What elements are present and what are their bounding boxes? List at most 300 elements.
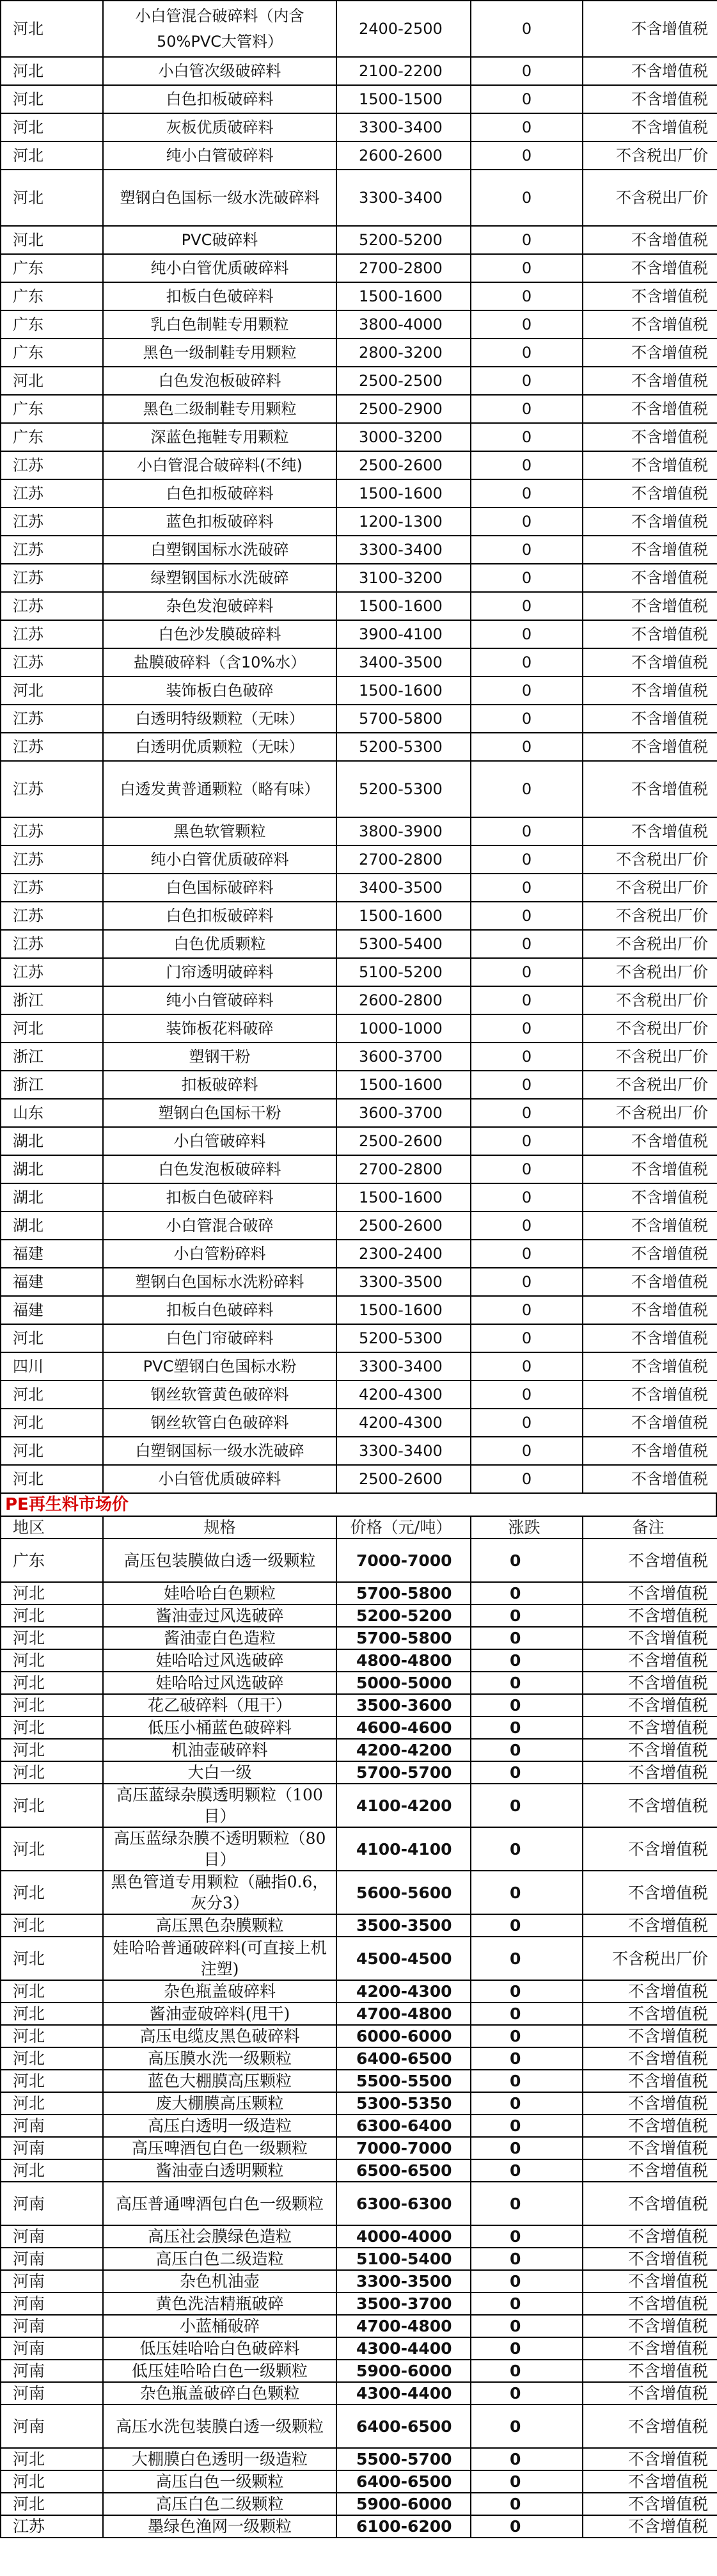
table-row [1,141,717,170]
cell-price: 5900-6000 [336,2493,471,2515]
table-row [1,310,717,339]
cell-spec: PVC塑钢白色国标水粉 [103,1352,336,1380]
cell-note: 不含增值税 [583,1582,717,1604]
cell-change: 0 [471,479,583,508]
cell-change: 0 [471,141,583,170]
cell-region: 河北 [1,2025,103,2047]
cell-spec: 高压蓝绿杂膜不透明颗粒（80目） [103,1827,336,1871]
cell-spec: 机油壶破碎料 [103,1739,336,1761]
cell-change: 0 [471,1380,583,1409]
cell-note: 不含增值税 [583,676,717,705]
cell-change: 0 [471,2115,583,2137]
cell-spec: 娃哈哈过风选破碎 [103,1649,336,1672]
cell-price: 4300-4400 [336,2337,471,2360]
cell-spec: 大棚膜白色透明一级造粒 [103,2448,336,2470]
cell-spec: 小白管破碎料 [103,1127,336,1155]
table-row [1,1694,717,1716]
cell-spec: 废大棚膜高压颗粒 [103,2092,336,2115]
cell-region: 河北 [1,141,103,170]
cell-change: 0 [471,958,583,986]
table-row [1,170,717,226]
cell-region: 江苏 [1,817,103,845]
cell-spec: 白塑钢国标一级水洗破碎 [103,1437,336,1465]
table-row [1,1604,717,1627]
pe-header-row [1,1516,717,1539]
cell-spec: 白色门帘破碎料 [103,1324,336,1352]
cell-spec: 黑色一级制鞋专用颗粒 [103,339,336,367]
cell-note: 不含增值税 [583,1672,717,1694]
cell-region: 河北 [1,1409,103,1437]
cell-note: 不含增值税 [583,479,717,508]
cell-spec: 门帘透明破碎料 [103,958,336,986]
cell-price: 1500-1600 [336,282,471,310]
cell-region: 江苏 [1,733,103,761]
cell-spec: 高压白色一级颗粒 [103,2470,336,2493]
cell-note: 不含增值税 [583,1827,717,1871]
cell-change: 0 [471,592,583,620]
table-row [1,874,717,902]
cell-price: 3300-3400 [336,113,471,141]
cell-region: 江苏 [1,564,103,592]
cell-note: 不含增值税 [583,1694,717,1716]
cell-note: 不含增值税 [583,2360,717,2382]
cell-note: 不含增值税 [583,733,717,761]
table-row [1,1716,717,1739]
cell-region: 河南 [1,2315,103,2337]
cell-spec: 高压社会膜绿色造粒 [103,2225,336,2248]
table-row [1,1937,717,1980]
cell-region: 河北 [1,1672,103,1694]
cell-spec: 娃哈哈普通破碎料(可直接上机注塑) [103,1937,336,1980]
cell-change: 0 [471,705,583,733]
cell-note: 不含增值税 [583,339,717,367]
cell-spec: 蓝色扣板破碎料 [103,508,336,536]
cell-price: 4500-4500 [336,1937,471,1980]
cell-note: 不含增值税 [583,1980,717,2003]
cell-spec: 高压白透明一级造粒 [103,2115,336,2137]
cell-note: 不含增值税 [583,282,717,310]
cell-note: 不含税出厂价 [583,845,717,874]
cell-price: 5100-5400 [336,2248,471,2270]
cell-note: 不含增值税 [583,367,717,395]
cell-region: 河北 [1,1465,103,1493]
table-row [1,1827,717,1871]
cell-price: 6300-6400 [336,2115,471,2137]
cell-region: 江苏 [1,845,103,874]
cell-region: 河北 [1,676,103,705]
cell-region: 河北 [1,2448,103,2470]
table-row [1,2470,717,2493]
cell-region: 河北 [1,85,103,113]
cell-spec: 塑钢白色国标一级水洗破碎料 [103,170,336,226]
header-region: 地区 [1,1516,103,1539]
cell-spec: 纯小白管优质破碎料 [103,845,336,874]
cell-change: 0 [471,170,583,226]
cell-spec: 乳白色制鞋专用颗粒 [103,310,336,339]
table-row [1,1465,717,1493]
cell-note: 不含增值税 [583,1649,717,1672]
cell-spec: 高压啤酒包白色一级颗粒 [103,2137,336,2159]
cell-note: 不含税出厂价 [583,1937,717,1980]
cell-change: 0 [471,395,583,423]
cell-price: 2700-2800 [336,254,471,282]
cell-region: 四川 [1,1352,103,1380]
cell-spec: 白色优质颗粒 [103,930,336,958]
cell-price: 2500-2600 [336,1465,471,1493]
cell-region: 浙江 [1,1071,103,1099]
cell-spec: 深蓝色拖鞋专用颗粒 [103,423,336,451]
cell-spec: 高压水洗包装膜白透一级颗粒 [103,2404,336,2448]
cell-change: 0 [471,339,583,367]
cell-change: 0 [471,2292,583,2315]
cell-region: 河南 [1,2292,103,2315]
cell-change: 0 [471,1539,583,1582]
table-row [1,508,717,536]
cell-change: 0 [471,620,583,648]
cell-spec: 白透明特级颗粒（无味） [103,705,336,733]
table-row [1,254,717,282]
cell-region: 河北 [1,1784,103,1827]
cell-price: 3100-3200 [336,564,471,592]
cell-price: 5200-5300 [336,1324,471,1352]
cell-region: 广东 [1,423,103,451]
cell-change: 0 [471,2047,583,2070]
cell-price: 3300-3400 [336,1437,471,1465]
cell-region: 河北 [1,2470,103,2493]
cell-note: 不含增值税 [583,592,717,620]
cell-price: 5200-5200 [336,1604,471,1627]
cell-spec: 高压膜水洗一级颗粒 [103,2047,336,2070]
table-row [1,1127,717,1155]
cell-price: 1500-1600 [336,592,471,620]
cell-spec: 杂色瓶盖破碎料 [103,1980,336,2003]
cell-note: 不含增值税 [583,451,717,479]
cell-spec: 纯小白管优质破碎料 [103,254,336,282]
cell-region: 河南 [1,2404,103,2448]
cell-note: 不含增值税 [583,2292,717,2315]
cell-price: 5100-5200 [336,958,471,986]
cell-change: 0 [471,1268,583,1296]
table-row [1,226,717,254]
cell-change: 0 [471,2470,583,2493]
cell-price: 4700-4800 [336,2315,471,2337]
cell-price: 4200-4300 [336,1980,471,2003]
cell-note: 不含税出厂价 [583,1071,717,1099]
cell-price: 5700-5700 [336,1761,471,1784]
cell-price: 3300-3500 [336,2270,471,2292]
cell-region: 江苏 [1,508,103,536]
cell-note: 不含增值税 [583,1761,717,1784]
cell-change: 0 [471,1716,583,1739]
cell-region: 河北 [1,1380,103,1409]
cell-change: 0 [471,1761,583,1784]
cell-region: 河北 [1,2092,103,2115]
table-row [1,395,717,423]
cell-note: 不含增值税 [583,705,717,733]
table-row [1,705,717,733]
cell-price: 3300-3400 [336,170,471,226]
cell-spec: 装饰板白色破碎 [103,676,336,705]
cell-spec: 白色发泡板破碎料 [103,1155,336,1183]
table-row [1,1352,717,1380]
cell-region: 福建 [1,1240,103,1268]
table-row [1,2159,717,2182]
cell-note: 不含增值税 [583,1437,717,1465]
cell-change: 0 [471,1324,583,1352]
cell-change: 0 [471,1739,583,1761]
table-row [1,564,717,592]
cell-note: 不含增值税 [583,1183,717,1212]
cell-note: 不含增值税 [583,2003,717,2025]
cell-note: 不含增值税 [583,648,717,676]
header-price: 价格（元/吨） [336,1516,471,1539]
cell-spec: 小白管混合破碎料(不纯) [103,451,336,479]
cell-price: 2600-2800 [336,986,471,1014]
cell-spec: 酱油壶过风选破碎 [103,1604,336,1627]
table-row [1,1296,717,1324]
cell-note: 不含税出厂价 [583,1099,717,1127]
header-change: 涨跌 [471,1516,583,1539]
cell-change: 0 [471,1871,583,1914]
cell-note: 不含增值税 [583,2270,717,2292]
cell-price: 3500-3500 [336,1914,471,1937]
cell-price: 3000-3200 [336,423,471,451]
table-row [1,1240,717,1268]
cell-note: 不含增值税 [583,2070,717,2092]
cell-change: 0 [471,57,583,85]
table-row [1,282,717,310]
cell-note: 不含增值税 [583,1296,717,1324]
cell-spec: 灰板优质破碎料 [103,113,336,141]
cell-price: 6400-6500 [336,2047,471,2070]
table-row [1,986,717,1014]
cell-spec: 高压普通啤酒包白色一级颗粒 [103,2182,336,2225]
cell-note: 不含增值税 [583,2248,717,2270]
cell-change: 0 [471,2025,583,2047]
cell-note: 不含增值税 [583,226,717,254]
cell-region: 河北 [1,226,103,254]
table-row [1,479,717,508]
table-row [1,2404,717,2448]
table-row [1,2315,717,2337]
cell-price: 3500-3700 [336,2292,471,2315]
cell-change: 0 [471,902,583,930]
cell-change: 0 [471,1582,583,1604]
cell-change: 0 [471,85,583,113]
cell-price: 3500-3600 [336,1694,471,1716]
cell-spec: 小白管优质破碎料 [103,1465,336,1493]
cell-region: 河北 [1,1437,103,1465]
cell-change: 0 [471,2360,583,2382]
cell-price: 2500-2500 [336,367,471,395]
table-row [1,2248,717,2270]
cell-price: 6000-6000 [336,2025,471,2047]
cell-change: 0 [471,2159,583,2182]
cell-note: 不含增值税 [583,85,717,113]
cell-price: 6300-6300 [336,2182,471,2225]
cell-note: 不含增值税 [583,113,717,141]
cell-change: 0 [471,2515,583,2538]
cell-price: 4000-4000 [336,2225,471,2248]
table-row [1,423,717,451]
cell-spec: 小白管次级破碎料 [103,57,336,85]
cell-region: 江苏 [1,761,103,817]
cell-price: 5300-5350 [336,2092,471,2115]
cell-price: 3600-3700 [336,1043,471,1071]
cell-change: 0 [471,676,583,705]
cell-change: 0 [471,1212,583,1240]
table-row [1,536,717,564]
header-spec: 规格 [103,1516,336,1539]
cell-spec: 塑钢白色国标干粉 [103,1099,336,1127]
cell-price: 7000-7000 [336,1539,471,1582]
table-row [1,1099,717,1127]
cell-change: 0 [471,367,583,395]
cell-note: 不含增值税 [583,2159,717,2182]
cell-price: 3400-3500 [336,648,471,676]
cell-spec: 高压白色二级造粒 [103,2248,336,2270]
cell-price: 5500-5500 [336,2070,471,2092]
cell-spec: 高压黑色杂膜颗粒 [103,1914,336,1937]
cell-spec: 塑钢干粉 [103,1043,336,1071]
cell-change: 0 [471,1672,583,1694]
cell-change: 0 [471,1937,583,1980]
cell-region: 河北 [1,367,103,395]
cell-spec: 蓝色大棚膜高压颗粒 [103,2070,336,2092]
table-row [1,1649,717,1672]
cell-note: 不含增值税 [583,761,717,817]
cell-change: 0 [471,1099,583,1127]
cell-note: 不含增值税 [583,1604,717,1627]
cell-region: 河北 [1,1694,103,1716]
cell-note: 不含税出厂价 [583,1043,717,1071]
cell-region: 江苏 [1,620,103,648]
cell-change: 0 [471,1043,583,1071]
pvc-table-body [1,1,717,1493]
cell-region: 江苏 [1,705,103,733]
cell-change: 0 [471,986,583,1014]
table-row [1,1672,717,1694]
cell-spec: 纯小白管破碎料 [103,986,336,1014]
table-row [1,930,717,958]
table-row [1,958,717,986]
cell-change: 0 [471,648,583,676]
cell-spec: 低压娃哈哈白色一级颗粒 [103,2360,336,2382]
cell-change: 0 [471,1127,583,1155]
cell-price: 2500-2600 [336,1212,471,1240]
cell-price: 4200-4200 [336,1739,471,1761]
cell-region: 湖北 [1,1127,103,1155]
cell-spec: 扣板白色破碎料 [103,1296,336,1324]
cell-change: 0 [471,508,583,536]
table-row [1,2292,717,2315]
cell-spec: 小白管粉碎料 [103,1240,336,1268]
cell-price: 1500-1500 [336,85,471,113]
cell-price: 1500-1600 [336,902,471,930]
cell-change: 0 [471,1437,583,1465]
cell-change: 0 [471,2448,583,2470]
cell-region: 河北 [1,1937,103,1980]
cell-note: 不含增值税 [583,1465,717,1493]
table-row [1,113,717,141]
cell-note: 不含增值税 [583,1539,717,1582]
cell-region: 河北 [1,1871,103,1914]
cell-spec: 低压小桶蓝色破碎料 [103,1716,336,1739]
cell-note: 不含税出厂价 [583,958,717,986]
cell-region: 广东 [1,282,103,310]
cell-note: 不含增值税 [583,1784,717,1827]
cell-region: 广东 [1,1539,103,1582]
cell-change: 0 [471,2404,583,2448]
cell-region: 河北 [1,2159,103,2182]
pe-price-table [0,1516,717,2538]
cell-region: 江苏 [1,930,103,958]
cell-spec: 黑色管道专用颗粒（融指0.6，灰分3） [103,1871,336,1914]
cell-change: 0 [471,1,583,57]
cell-note: 不含增值税 [583,2225,717,2248]
cell-change: 0 [471,2137,583,2159]
cell-region: 河北 [1,2003,103,2025]
cell-spec: 小白管混合破碎 [103,1212,336,1240]
cell-price: 5900-6000 [336,2360,471,2382]
cell-price: 3300-3500 [336,1268,471,1296]
cell-change: 0 [471,1014,583,1043]
cell-region: 江苏 [1,536,103,564]
table-row [1,1014,717,1043]
table-row [1,1739,717,1761]
cell-price: 5200-5300 [336,761,471,817]
cell-price: 1000-1000 [336,1014,471,1043]
cell-change: 0 [471,1071,583,1099]
cell-price: 7000-7000 [336,2137,471,2159]
cell-change: 0 [471,423,583,451]
cell-price: 2300-2400 [336,1240,471,1268]
cell-change: 0 [471,1649,583,1672]
pe-table-body [1,1516,717,2538]
table-row [1,451,717,479]
cell-spec: 白色沙发膜破碎料 [103,620,336,648]
table-row [1,2070,717,2092]
cell-spec: 盐膜破碎料（含10%水） [103,648,336,676]
cell-note: 不含增值税 [583,2047,717,2070]
table-row [1,1761,717,1784]
cell-spec: 低压娃哈哈白色破碎料 [103,2337,336,2360]
table-row [1,2092,717,2115]
cell-change: 0 [471,2382,583,2404]
cell-spec: 杂色发泡破碎料 [103,592,336,620]
cell-region: 河南 [1,2248,103,2270]
table-row [1,1914,717,1937]
table-row [1,592,717,620]
cell-price: 4100-4100 [336,1827,471,1871]
cell-note: 不含增值税 [583,508,717,536]
cell-spec: 白色扣板破碎料 [103,479,336,508]
cell-price: 1500-1600 [336,1183,471,1212]
cell-region: 江苏 [1,2515,103,2538]
cell-region: 河北 [1,2493,103,2515]
table-row [1,676,717,705]
cell-region: 广东 [1,254,103,282]
table-row [1,57,717,85]
cell-note: 不含增值税 [583,2448,717,2470]
cell-region: 湖北 [1,1155,103,1183]
cell-region: 河北 [1,2070,103,2092]
cell-price: 2500-2900 [336,395,471,423]
cell-price: 2500-2600 [336,1127,471,1155]
cell-price: 3400-3500 [336,874,471,902]
cell-price: 2100-2200 [336,57,471,85]
table-row [1,1871,717,1914]
